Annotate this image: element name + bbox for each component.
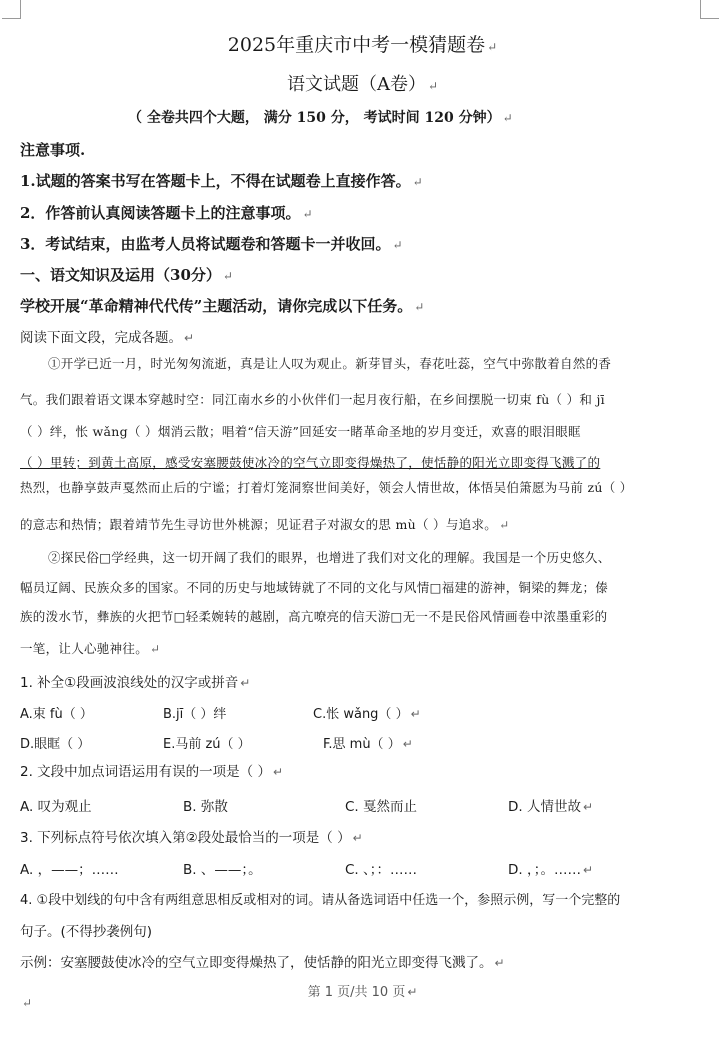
question-4-stem: 4. ①段中划线的句中含有两组意思相反或相对的词。请从备选词语中任选一个，参照示例，写一个完整的 bbox=[20, 893, 621, 908]
paragraph-mark: ↵ bbox=[22, 996, 33, 1010]
notice-item: 1.试题的答案书写在答题卡上，不得在试题卷上直接作答。 ↵ bbox=[20, 172, 423, 190]
question-3-stem: 3. 下列标点符号依次填入第②段处最恰当的一项是（ ） ↵ bbox=[20, 830, 363, 846]
exam-title: 2025年重庆市中考一模猜题卷 ↵ bbox=[227, 34, 498, 56]
passage-line: 热烈，也静享鼓声戛然而止后的宁谧；打着灯笼洞察世间美好，领会人情世故，体悟吴伯箫愿为马前 zú（ ） bbox=[20, 480, 633, 495]
passage-line: （ ）绊，怅 wǎng（ ）烟消云散；唱着“信天游”回延安一睹革命圣地的岁月变迁，欢喜的眼泪眼眶 bbox=[20, 424, 581, 439]
question-1-stem: 1. 补全①段画波浪线处的汉字或拼音 ↵ bbox=[20, 675, 251, 691]
question-2-option-a: A. 叹为观止 bbox=[20, 799, 92, 815]
question-2-option-b: B. 弥散 bbox=[183, 799, 228, 815]
page-number: 第 1 页/共 10 页 ↵ bbox=[307, 985, 418, 1000]
question-2-option-d: D. 人情世故 ↵ bbox=[508, 799, 594, 815]
question-1-option-f: F.思 mù（ ） ↵ bbox=[323, 737, 413, 752]
passage-line: 族的泼水节，彝族的火把节□轻柔婉转的越剧，高亢嘹亮的信天游□无一不是民俗风情画卷中浓墨重彩的 bbox=[20, 609, 608, 624]
question-4-example: 示例：安塞腰鼓使冰冷的空气立即变得燥热了，使恬静的阳光立即变得飞溅了。 ↵ bbox=[20, 955, 505, 971]
passage-line: 一笔，让人心驰神往。 ↵ bbox=[20, 641, 161, 656]
passage-line: ①开学已近一月，时光匆匆流逝，真是让人叹为观止。新芽冒头，春花吐蕊，空气中弥散着自然的香 bbox=[48, 356, 612, 371]
notice-item: 2．作答前认真阅读答题卡上的注意事项。 ↵ bbox=[20, 204, 313, 222]
passage-line: 的意志和热情；跟着靖节先生寻访世外桃源；见证君子对淑女的思 mù（ ）与追求。 ↵ bbox=[20, 517, 510, 532]
crop-mark-top-right bbox=[700, 0, 719, 19]
question-3-option-b: B. 、——；。 bbox=[183, 862, 262, 878]
question-2-stem: 2. 文段中加点词语运用有误的一项是（ ） ↵ bbox=[20, 764, 284, 780]
reading-instruction: 阅读下面文段，完成各题。 ↵ bbox=[20, 330, 195, 346]
question-1-option-d: D.眼眶（ ） bbox=[20, 737, 91, 752]
question-1-option-c: C.怅 wǎng（ ） ↵ bbox=[313, 707, 421, 722]
passage-line: ②探民俗□学经典，这一切开阔了我们的眼界，也增进了我们对文化的理解。我国是一个历史悠久、 bbox=[48, 550, 611, 565]
section-heading: 一、语文知识及运用（30分） ↵ bbox=[20, 266, 233, 284]
notice-item: 3．考试结束，由监考人员将试题卷和答题卡一并收回。 ↵ bbox=[20, 235, 403, 253]
question-1-option-b: B.jī（ ）绊 bbox=[163, 707, 227, 722]
notice-heading: 注意事项. bbox=[20, 141, 86, 159]
question-2-option-c: C. 戛然而止 bbox=[345, 799, 418, 815]
passage-line: 幅员辽阔、民族众多的国家。不同的历史与地域铸就了不同的文化与风情□福建的游神，铜梁的舞龙；傣 bbox=[20, 580, 609, 595]
crop-mark-top-left bbox=[2, 0, 21, 19]
question-3-option-a: A. ，——；…… bbox=[20, 862, 119, 878]
passage-line: 气。我们跟着语文课本穿越时空：同江南水乡的小伙伴们一起月夜行船，在乡间摆脱一切束 fù（ ）和 jī bbox=[20, 392, 605, 407]
question-3-option-d: D. ，；。…… ↵ bbox=[508, 862, 594, 878]
question-1-option-e: E.马前 zú（ ） bbox=[163, 737, 251, 752]
passage-line-underlined: （ ）里转；到黄土高原，感受安塞腰鼓使冰冷的空气立即变得燥热了，使恬静的阳光立即变得飞溅了的 bbox=[20, 455, 601, 470]
question-1-option-a: A.束 fù（ ） bbox=[20, 707, 93, 722]
question-4-stem-continued: 句子。(不得抄袭例句) bbox=[20, 924, 153, 940]
task-statement: 学校开展“革命精神代代传”主题活动，请你完成以下任务。 ↵ bbox=[20, 297, 425, 315]
exam-info: （ 全卷共四个大题， 满分 150 分， 考试时间 120 分钟） ↵ bbox=[128, 110, 513, 126]
question-3-option-c: C. 、；：…… bbox=[345, 862, 418, 878]
exam-subtitle: 语文试题（A卷） ↵ bbox=[286, 74, 439, 95]
